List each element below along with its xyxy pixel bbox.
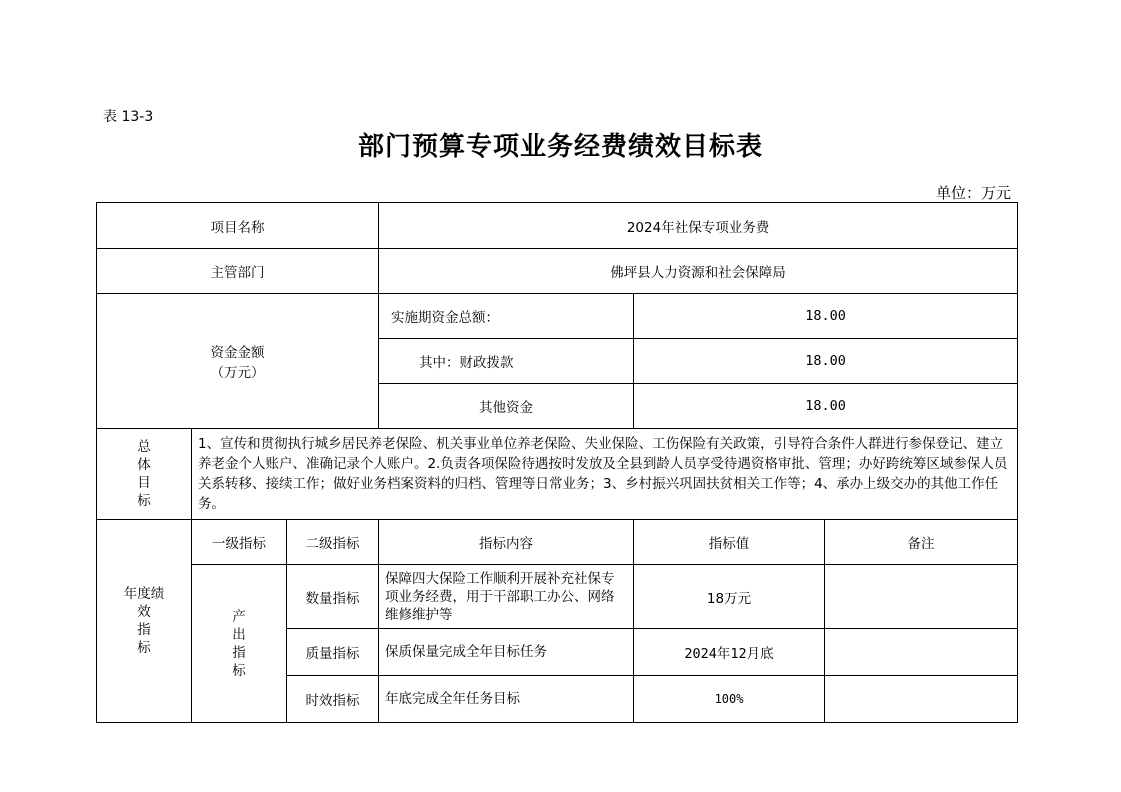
output-label-char: 标: [232, 662, 246, 679]
project-name-row: [97, 203, 1018, 249]
funds-label-line1: 资金金额: [210, 345, 265, 361]
header-value: 指标值: [634, 520, 825, 565]
annual-label-char: 标: [137, 640, 151, 656]
indicator-level2: 时效指标: [287, 676, 379, 723]
indicator-remark: [825, 629, 1018, 676]
indicator-content: 年底完成全年任务目标: [379, 676, 634, 723]
overall-goal-label-char: 体: [137, 457, 151, 473]
performance-target-table: [96, 202, 1018, 723]
funds-label-line2: （万元）: [210, 365, 265, 381]
overall-goal-label-char: 目: [137, 475, 151, 491]
output-label-char: 出: [232, 626, 246, 643]
header-content: 指标内容: [379, 520, 634, 565]
overall-goal-row: [97, 429, 1018, 520]
funds-fiscal-value: 18.00: [634, 339, 1018, 384]
output-label-char: 产: [232, 608, 246, 625]
indicator-row-quantity: [97, 565, 1018, 629]
overall-goal-label-char: 总: [137, 439, 151, 455]
funds-total-value: 18.00: [634, 294, 1018, 339]
indicator-level2: 数量指标: [287, 565, 379, 629]
project-name-label: 项目名称: [97, 203, 379, 249]
annual-label-char: 年度绩: [123, 586, 165, 602]
output-indicator-label: [192, 565, 287, 723]
unit-label: 单位：万元: [935, 184, 1011, 202]
indicator-value: 2024年12月底: [634, 629, 825, 676]
annual-label-char: 指: [137, 622, 151, 638]
funds-label: [97, 294, 379, 429]
overall-goal-label: [97, 429, 192, 520]
indicator-remark: [825, 676, 1018, 723]
indicator-content: 保障四大保险工作顺利开展补充社保专项业务经费，用于干部职工办公、网络维修维护等: [379, 565, 634, 629]
annual-label-char: 效: [137, 604, 151, 620]
page-title: 部门预算专项业务经费绩效目标表: [357, 132, 763, 162]
header-remark: 备注: [825, 520, 1018, 565]
funds-total-label: 实施期资金总额：: [379, 294, 634, 339]
funds-other-value: 18.00: [634, 384, 1018, 429]
department-label: 主管部门: [97, 249, 379, 294]
indicator-header-row: [97, 520, 1018, 565]
header-level2: 二级指标: [287, 520, 379, 565]
indicator-value: 18万元: [634, 565, 825, 629]
output-label-char: 指: [232, 644, 246, 661]
department-value: 佛坪县人力资源和社会保障局: [379, 249, 1018, 294]
indicator-content: 保质保量完成全年目标任务: [379, 629, 634, 676]
header-level1: 一级指标: [192, 520, 287, 565]
funds-fiscal-label: 其中：财政拨款: [379, 339, 634, 384]
annual-indicator-label: [97, 520, 192, 723]
overall-goal-label-char: 标: [137, 493, 151, 509]
indicator-value: 100%: [634, 676, 825, 723]
funds-total-row: [97, 294, 1018, 339]
indicator-level2: 质量指标: [287, 629, 379, 676]
indicator-remark: [825, 565, 1018, 629]
project-name-value: 2024年社保专项业务费: [379, 203, 1018, 249]
funds-other-label: 其他资金: [379, 384, 634, 429]
table-number: 表 13-3: [103, 109, 154, 125]
department-row: [97, 249, 1018, 294]
overall-goal-text: 1、宣传和贯彻执行城乡居民养老保险、机关事业单位养老保险、失业保险、工伤保险有关政策，引导符合条件人群进行参保登记、建立养老金个人账户、准确记录个人账户。2.负责各项保险待遇按时发放及全县到龄人员享受待遇资格审批、管理；办好跨统筹区域参保人员关系转移、接续工作；做好业务档案资料的归档、管理等日常业务；3、乡村振兴巩固扶贫相关工作等；4、承办上级交办的其他工作任务。: [192, 429, 1018, 520]
